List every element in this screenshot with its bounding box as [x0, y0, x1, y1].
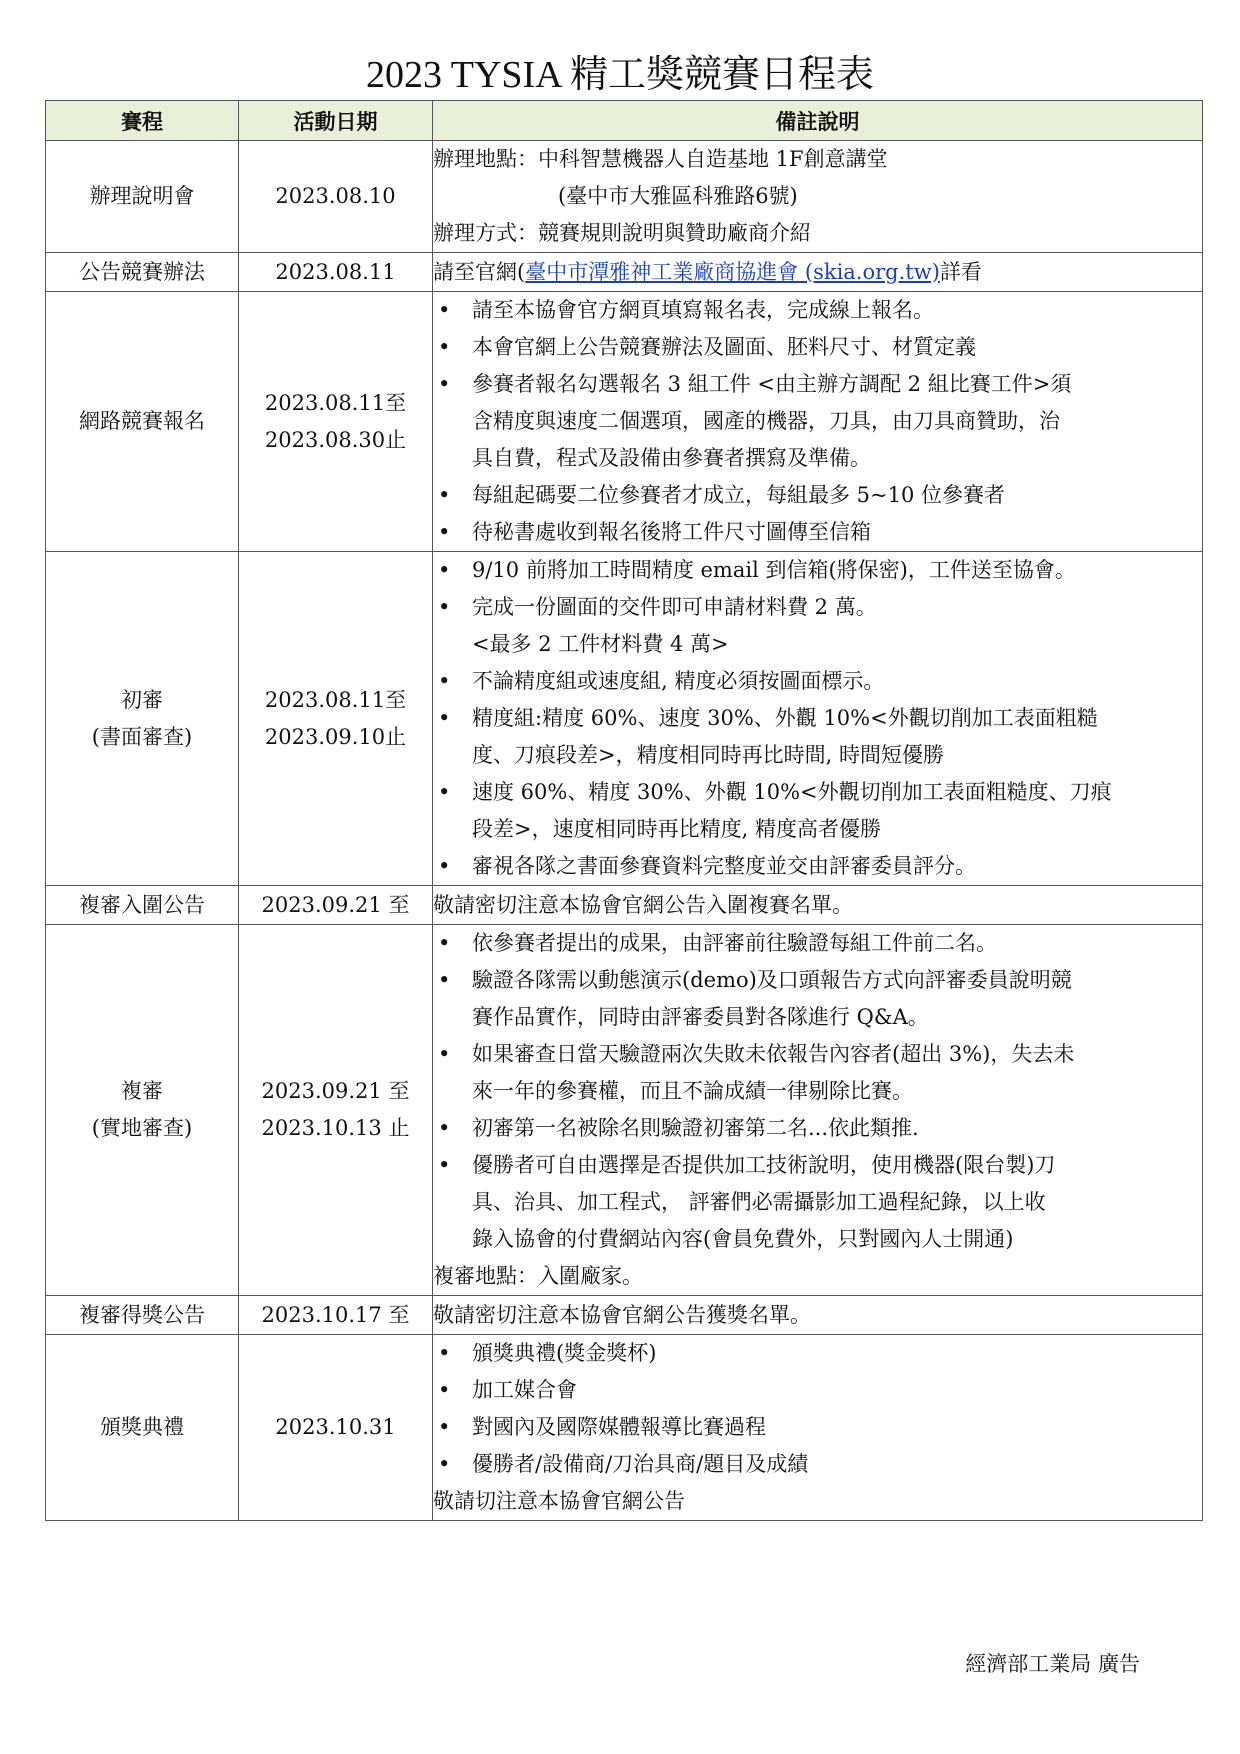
bullet-icon: •	[438, 1415, 451, 1439]
list-item-text: 度、刀痕段差>，精度相同時再比時間, 時間短優勝	[472, 743, 944, 767]
date-text: 2023.08.30止	[264, 427, 407, 452]
bullet-list	[433, 292, 1202, 551]
date-cell	[239, 886, 433, 925]
list-item	[433, 1446, 1202, 1483]
link-prefix: 請至官網(	[433, 259, 526, 284]
list-item	[433, 1147, 1202, 1258]
list-item-text: 請至本協會官方網頁填寫報名表，完成線上報名。	[472, 298, 934, 322]
bullet-list	[433, 552, 1202, 885]
stage-cell	[46, 141, 239, 253]
bullet-icon: •	[438, 854, 451, 878]
bullet-icon: •	[438, 706, 451, 730]
list-item-text: 參賽者報名勾選報名 3 組工件 <由主辦方調配 2 組比賽工件>須	[472, 372, 1072, 396]
date-cell	[239, 552, 433, 886]
date-text: 2023.09.21 至	[261, 892, 410, 917]
bullet-icon: •	[438, 595, 451, 619]
list-item-text: 含精度與速度二個選項，國產的機器，刀具，由刀具商贊助，治	[472, 409, 1060, 433]
list-item	[433, 700, 1202, 774]
date-text: 2023.10.17 至	[261, 1302, 410, 1327]
header-notes: 備註說明	[433, 101, 1203, 141]
bullet-icon: •	[438, 931, 451, 955]
page-title: 2023 TYSIA 精工獎競賽日程表	[365, 54, 875, 96]
date-text: 2023.10.13 止	[261, 1116, 410, 1140]
list-item-text: 完成一份圖面的交件即可申請材料費 2 萬。	[472, 595, 877, 619]
stage-cell	[46, 886, 239, 925]
note-cell	[433, 141, 1203, 253]
date-cell	[239, 292, 433, 552]
table-header-row	[46, 101, 1203, 141]
list-item-text: 優勝者可自由選擇是否提供加工技術說明，使用機器(限台製)刀	[472, 1153, 1056, 1177]
stage-text: 初審	[121, 687, 163, 712]
note-line	[433, 254, 1202, 291]
list-item-text: 每組起碼要二位參賽者才成立，每組最多 5~10 位參賽者	[472, 483, 1006, 507]
list-item	[433, 925, 1202, 962]
bullet-icon: •	[438, 298, 451, 322]
bullet-icon: •	[438, 1341, 451, 1365]
note-cell	[433, 552, 1203, 886]
bullet-icon: •	[438, 1153, 451, 1177]
note-cell	[433, 925, 1203, 1296]
stage-cell	[46, 925, 239, 1296]
bullet-icon: •	[438, 1452, 451, 1476]
stage-text: 公告競賽辦法	[79, 259, 205, 284]
link-suffix: 詳看	[939, 259, 982, 284]
list-item	[433, 552, 1202, 589]
table-row	[46, 253, 1203, 292]
list-item-text: <最多 2 工件材料費 4 萬>	[472, 632, 729, 656]
list-item-text: 優勝者/設備商/刀治具商/題目及成績	[472, 1452, 809, 1476]
date-cell	[239, 1296, 433, 1335]
list-item	[433, 848, 1202, 885]
list-item	[433, 1335, 1202, 1372]
note-cell	[433, 292, 1203, 552]
bullet-icon: •	[438, 520, 451, 544]
list-item	[433, 663, 1202, 700]
date-text: 2023.08.11至	[264, 687, 407, 712]
bullet-icon: •	[438, 780, 451, 804]
bullet-icon: •	[438, 1378, 451, 1402]
list-item-text: 錄入協會的付費網站內容(會員免費外，只對國內人士開通)	[472, 1227, 1014, 1251]
bullet-icon: •	[438, 558, 451, 582]
list-item-text: 精度組:精度 60%、速度 30%、外觀 10%<外觀切削加工表面粗糙	[472, 706, 1098, 730]
note-line: 辦理地點：中科智慧機器人自造基地 1F創意講堂	[433, 147, 888, 171]
note-cell	[433, 253, 1203, 292]
list-item-text: 待秘書處收到報名後將工件尺寸圖傳至信箱	[472, 520, 871, 544]
list-item	[433, 589, 1202, 663]
list-item	[433, 1409, 1202, 1446]
list-item-text: 速度 60%、精度 30%、外觀 10%<外觀切削加工表面粗糙度、刀痕	[472, 780, 1112, 804]
list-item-text: 具、治具、加工程式， 評審們必需攝影加工過程紀錄，以上收	[472, 1190, 1046, 1214]
list-item-text: 來一年的參賽權，而且不論成績一律剔除比賽。	[472, 1079, 913, 1103]
list-item-text: 具自費，程式及設備由參賽者撰寫及準備。	[472, 446, 871, 470]
table-row	[46, 141, 1203, 253]
list-item	[433, 1036, 1202, 1110]
table-row	[46, 886, 1203, 925]
association-website-link[interactable]: 臺中市潭雅神工業廠商協進會 (skia.org.tw)	[525, 259, 940, 284]
date-text: 2023.09.10止	[264, 724, 407, 749]
list-item-text: 本會官網上公告競賽辦法及圖面、胚料尺寸、材質定義	[472, 335, 976, 359]
list-item-text: 驗證各隊需以動態演示(demo)及口頭報告方式向評審委員說明競	[472, 968, 1072, 992]
stage-text: 複審得獎公告	[79, 1302, 205, 1327]
table-row	[46, 925, 1203, 1296]
list-item-text: 加工媒合會	[472, 1378, 577, 1402]
date-text: 2023.08.11	[275, 259, 396, 284]
list-item	[433, 366, 1202, 477]
footer-credit: 經濟部工業局 廣告	[965, 1652, 1140, 1676]
bullet-icon: •	[438, 335, 451, 359]
list-item-text: 不論精度組或速度組, 精度必須按圖面標示。	[472, 669, 885, 693]
list-item-text: 段差>，速度相同時再比精度, 精度高者優勝	[472, 817, 881, 841]
date-text: 2023.09.21 至	[261, 1079, 410, 1103]
note-line: 複審地點：入圍廠家。	[433, 1264, 643, 1288]
bullet-list	[433, 925, 1202, 1258]
stage-text: 辦理說明會	[89, 184, 195, 208]
stage-cell	[46, 292, 239, 552]
list-item-text: 如果審查日當天驗證兩次失敗未依報告內容者(超出 3%)，失去未	[472, 1042, 1075, 1066]
date-text: 2023.08.10	[275, 184, 396, 208]
list-item	[433, 329, 1202, 366]
bullet-list	[433, 1335, 1202, 1483]
date-text: 2023.10.31	[275, 1415, 396, 1439]
list-item	[433, 1372, 1202, 1409]
bullet-icon: •	[438, 669, 451, 693]
table-row	[46, 1296, 1203, 1335]
list-item	[433, 1110, 1202, 1147]
list-item-text: 頒獎典禮(獎金獎杯)	[472, 1341, 657, 1365]
bullet-icon: •	[438, 1042, 451, 1066]
list-item-text: 對國內及國際媒體報導比賽過程	[472, 1415, 766, 1439]
stage-cell	[46, 1335, 239, 1521]
note-cell	[433, 1335, 1203, 1521]
table-row	[46, 552, 1203, 886]
stage-cell	[46, 253, 239, 292]
list-item	[433, 962, 1202, 1036]
table-row	[46, 1335, 1203, 1521]
list-item-text: 依參賽者提出的成果，由評審前往驗證每組工件前二名。	[472, 931, 997, 955]
note-line: 敬請密切注意本協會官網公告入圍複賽名單。	[433, 892, 853, 917]
note-line: 敬請密切注意本協會官網公告獲獎名單。	[433, 1302, 811, 1327]
stage-cell	[46, 552, 239, 886]
schedule-table	[45, 100, 1203, 1521]
header-stage: 賽程	[46, 101, 239, 141]
stage-text: 複審入圍公告	[79, 892, 205, 917]
note-line: 辦理方式：競賽規則說明與贊助廠商介紹	[433, 221, 811, 245]
bullet-icon: •	[438, 483, 451, 507]
stage-text: 網路競賽報名	[79, 409, 205, 433]
stage-subtext: (實地審查)	[91, 1116, 193, 1140]
list-item	[433, 292, 1202, 329]
note-line: (臺中市大雅區科雅路6號)	[558, 184, 798, 208]
list-item	[433, 514, 1202, 551]
date-cell	[239, 925, 433, 1296]
list-item-text: 審視各隊之書面參賽資料完整度並交由評審委員評分。	[472, 854, 976, 878]
note-cell	[433, 1296, 1203, 1335]
date-cell	[239, 141, 433, 253]
bullet-icon: •	[438, 372, 451, 396]
stage-cell	[46, 1296, 239, 1335]
table-row	[46, 292, 1203, 552]
stage-subtext: (書面審查)	[91, 724, 193, 749]
bullet-icon: •	[438, 1116, 451, 1140]
list-item-text: 初審第一名被除名則驗證初審第二名...依此類推.	[472, 1116, 919, 1140]
note-cell	[433, 886, 1203, 925]
header-date: 活動日期	[239, 101, 433, 141]
list-item	[433, 477, 1202, 514]
date-text: 2023.08.11至	[264, 390, 407, 415]
stage-text: 頒獎典禮	[100, 1415, 184, 1439]
list-item	[433, 774, 1202, 848]
list-item-text: 賽作品實作，同時由評審委員對各隊進行 Q&A。	[472, 1005, 929, 1029]
note-line: 敬請切注意本協會官網公告	[433, 1489, 685, 1513]
stage-text: 複審	[121, 1079, 163, 1103]
bullet-icon: •	[438, 968, 451, 992]
list-item-text: 9/10 前將加工時間精度 email 到信箱(將保密)，工件送至協會。	[472, 558, 1076, 582]
date-cell	[239, 1335, 433, 1521]
date-cell	[239, 253, 433, 292]
